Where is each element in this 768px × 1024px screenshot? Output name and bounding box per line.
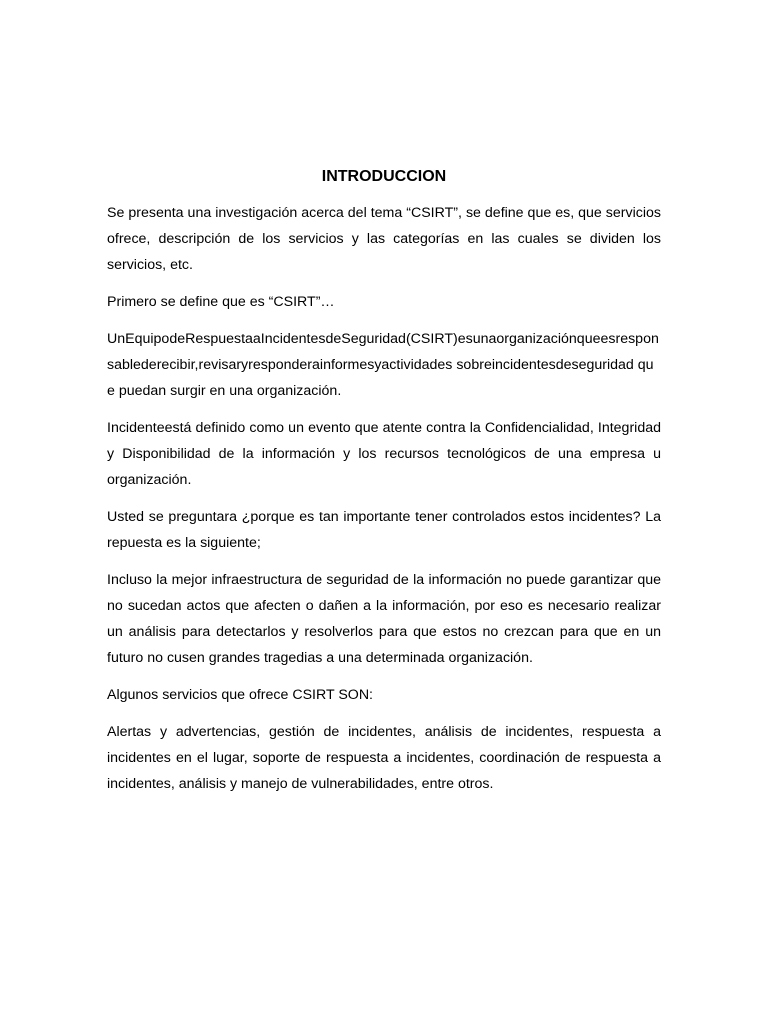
paragraph-definition-lead: Primero se define que es “CSIRT”… xyxy=(107,294,335,310)
paragraph-question: Usted se preguntara ¿porque es tan importante tener controlados estos incidentes? La repuesta es la siguiente; xyxy=(107,509,661,551)
document-title: INTRODUCCION xyxy=(321,168,447,185)
paragraph-csirt-definition: UnEquipodeRespuestaaIncidentesdeSeguridad(CSIRT)esunaorganizaciónqueesresponsablederecibir,revisaryresponderainformesyactividades sobreincidentesdeseguridad que puedan surgir en una organización. xyxy=(107,331,659,399)
document-page xyxy=(107,166,661,808)
paragraph-incident-definition: Incidenteestá definido como un evento que atente contra la Confidencialidad, Integridad y Disponibilidad de la información y los recursos tecnológicos de una empresa u organización. xyxy=(107,420,661,488)
paragraph-services-lead: Algunos servicios que ofrece CSIRT SON: xyxy=(107,687,374,703)
paragraph-intro: Se presenta una investigación acerca del tema “CSIRT”, se define que es, que servicios ofrece, descripción de los servicios y las categorías en las cuales se dividen los servicios, etc. xyxy=(107,205,661,273)
paragraph-services-list: Alertas y advertencias, gestión de incidentes, análisis de incidentes, respuesta a incidentes en el lugar, soporte de respuesta a incidentes, coordinación de respuesta a incidentes, análisis y manejo de vulnerabilidades, entre otros. xyxy=(107,724,661,792)
paragraph-answer: Incluso la mejor infraestructura de seguridad de la información no puede garantizar que no sucedan actos que afecten o dañen a la información, por eso es necesario realizar un análisis para detectarlos y resolverlos para que estos no crezcan para que en un futuro no cusen grandes tragedias a una determinada organización. xyxy=(107,572,661,666)
